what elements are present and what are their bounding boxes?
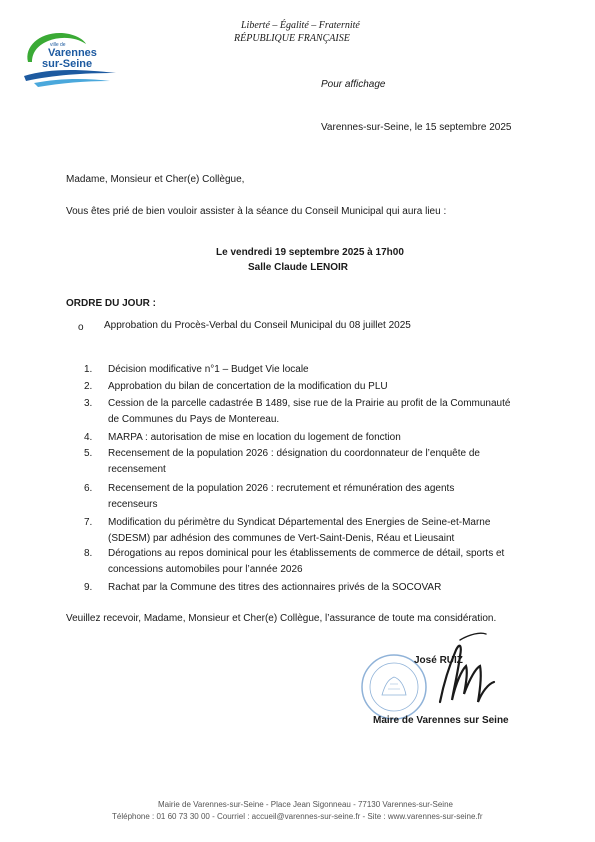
town-logo	[20, 28, 120, 90]
meeting-place: Salle Claude LENOIR	[248, 262, 349, 273]
agenda-item	[84, 481, 566, 513]
agenda-item	[84, 515, 566, 547]
logo-line2: sur-Seine	[42, 58, 93, 70]
agenda-item-number: 9.	[84, 582, 93, 593]
agenda-item-text-continued: concessions automobiles pour l’année 2026	[108, 564, 303, 575]
closing-text: Veuillez recevoir, Madame, Monsieur et Cher(e) Collègue, l’assurance de toute ma considération.	[66, 613, 497, 624]
agenda-item-text: Modification du périmètre du Syndicat Départemental des Energies de Seine-et-Marne	[108, 517, 491, 528]
agenda-item-number: 6.	[84, 483, 93, 494]
motto: Liberté – Égalité – Fraternité	[241, 20, 360, 31]
agenda-item	[84, 396, 566, 428]
agenda-item-number: 2.	[84, 381, 93, 392]
intro-text: Vous êtes prié de bien vouloir assister à la séance du Conseil Municipal qui aura lieu :	[66, 206, 447, 217]
signatory-name: José RUIZ	[414, 655, 463, 666]
agenda-item-number: 7.	[84, 517, 93, 528]
agenda-item-text-continued: recensement	[108, 464, 166, 475]
place-date: Varennes-sur-Seine, le 15 septembre 2025	[321, 122, 512, 133]
agenda-item-number: 5.	[84, 448, 93, 459]
agenda-item-text: Recensement de la population 2026 : désignation du coordonnateur de l’enquête de	[108, 448, 480, 459]
agenda-item	[84, 362, 566, 378]
agenda-item-number: 4.	[84, 432, 93, 443]
agenda-item-text-continued: de Communes du Pays de Montereau.	[108, 414, 280, 425]
agenda-item-text: Approbation du bilan de concertation de la modification du PLU	[108, 381, 388, 392]
agenda-item-number: 1.	[84, 364, 93, 375]
agenda-item	[84, 379, 566, 395]
agenda-item	[84, 546, 566, 578]
agenda-item	[84, 446, 566, 478]
preliminary-bullet: o	[78, 322, 84, 333]
agenda-item-text-continued: recenseurs	[108, 499, 158, 510]
agenda-item-text: Décision modificative n°1 – Budget Vie locale	[108, 364, 309, 375]
meeting-date: Le vendredi 19 septembre 2025 à 17h00	[216, 247, 404, 258]
agenda-item-text: Rachat par la Commune des titres des actionnaires privés de la SOCOVAR	[108, 582, 442, 593]
logo-small-text: ville de	[50, 42, 66, 48]
footer-address: Mairie de Varennes-sur-Seine - Place Jean Sigonneau - 77130 Varennes-sur-Seine	[158, 800, 453, 809]
agenda-item-text: MARPA : autorisation de mise en location du logement de fonction	[108, 432, 401, 443]
preliminary-item: Approbation du Procès-Verbal du Conseil Municipal du 08 juillet 2025	[104, 320, 411, 331]
republic-label: RÉPUBLIQUE FRANÇAISE	[234, 33, 350, 44]
agenda-item-number: 3.	[84, 398, 93, 409]
mayor-signature	[400, 632, 515, 714]
agenda-item-text: Recensement de la population 2026 : recrutement et rémunération des agents	[108, 483, 455, 494]
footer-contact: Téléphone : 01 60 73 30 00 - Courriel : accueil@varennes-sur-seine.fr - Site : www.varennes-sur-seine.fr	[112, 812, 483, 821]
logo-line1: Varennes	[48, 47, 97, 59]
agenda-item	[84, 430, 566, 446]
salutation: Madame, Monsieur et Cher(e) Collègue,	[66, 174, 245, 185]
posting-note: Pour affichage	[321, 79, 386, 90]
agenda-item-text: Dérogations au repos dominical pour les établissements de commerce de détail, sports et	[108, 548, 505, 559]
signatory-title: Maire de Varennes sur Seine	[373, 715, 509, 726]
agenda-item	[84, 580, 566, 596]
agenda-title: ORDRE DU JOUR :	[66, 298, 157, 309]
agenda-item-text-continued: (SDESM) par adhésion des communes de Vert-Saint-Denis, Réau et Lieusaint	[108, 533, 455, 544]
agenda-item-text: Cession de la parcelle cadastrée B 1489, sise rue de la Prairie au profit de la Communauté	[108, 398, 511, 409]
agenda-item-number: 8.	[84, 548, 93, 559]
